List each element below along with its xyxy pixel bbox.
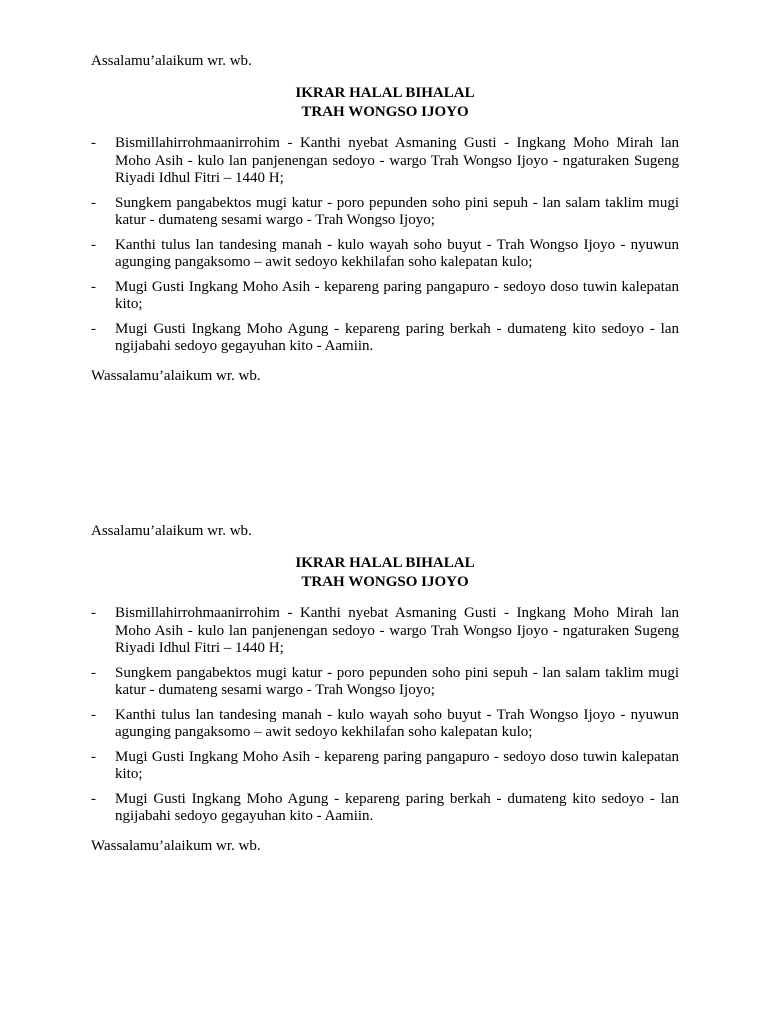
bullet-dash: -: [91, 278, 96, 295]
bullet-dash: -: [91, 748, 96, 765]
list-item-text: Sungkem pangabektos mugi katur - poro pepunden soho pini sepuh - lan salam taklim mugi katur - dumateng sesami wargo - Trah Wongso Ijoyo;: [115, 664, 679, 698]
bullet-dash: -: [91, 194, 96, 211]
list-item: [91, 749, 679, 784]
list-item: [91, 279, 679, 314]
list-item-text: Mugi Gusti Ingkang Moho Asih - kepareng paring pangapuro - sedoyo doso tuwin kalepatan kito;: [115, 748, 679, 782]
list-item-text: Mugi Gusti Ingkang Moho Agung - kepareng paring berkah - dumateng kito sedoyo - lan ngijabahi sedoyo gegayuhan kito - Aamiin.: [115, 790, 679, 824]
title-line-1: IKRAR HALAL BIHALAL: [295, 85, 475, 101]
pledge-block-2: [91, 522, 679, 855]
bullet-dash: -: [91, 236, 96, 253]
list-item: [91, 135, 679, 188]
bullet-dash: -: [91, 135, 96, 151]
list-item-text: Bismillahirrohmaanirrohim - Kanthi nyebat Asmaning Gusti - Ingkang Moho Mirah lan Moho Asih - kulo lan panjenengan sedoyo - wargo Trah Wongso Ijoyo - ngaturaken Sugeng Riyadi Idhul Fitri – 1440 H;: [115, 605, 679, 656]
closing: Wassalamu’alaikum wr. wb.: [91, 367, 261, 384]
title-line-1: IKRAR HALAL BIHALAL: [295, 555, 475, 571]
pledge-list: [91, 135, 679, 356]
bullet-dash: -: [91, 664, 96, 681]
list-item-text: Kanthi tulus lan tandesing manah - kulo wayah soho buyut - Trah Wongso Ijoyo - nyuwun agunging pangaksomo – awit sedoyo kekhilafan soho kalepatan kulo;: [115, 706, 679, 740]
closing: Wassalamu’alaikum wr. wb.: [91, 837, 261, 854]
list-item: [91, 605, 679, 658]
bullet-dash: -: [91, 320, 96, 337]
list-item: [91, 195, 679, 230]
greeting: Assalamu’alaikum wr. wb.: [91, 53, 252, 69]
list-item: [91, 791, 679, 826]
list-item: [91, 707, 679, 742]
title-line-2: TRAH WONGSO IJOYO: [301, 104, 469, 120]
bullet-dash: -: [91, 790, 96, 807]
list-item-text: Bismillahirrohmaanirrohim - Kanthi nyebat Asmaning Gusti - Ingkang Moho Mirah lan Moho Asih - kulo lan panjenengan sedoyo - wargo Trah Wongso Ijoyo - ngaturaken Sugeng Riyadi Idhul Fitri – 1440 H;: [115, 135, 679, 186]
list-item-text: Mugi Gusti Ingkang Moho Agung - kepareng paring berkah - dumateng kito sedoyo - lan ngijabahi sedoyo gegayuhan kito - Aamiin.: [115, 320, 679, 354]
document-title: [91, 554, 679, 592]
bullet-dash: -: [91, 605, 96, 621]
list-item-text: Sungkem pangabektos mugi katur - poro pepunden soho pini sepuh - lan salam taklim mugi katur - dumateng sesami wargo - Trah Wongso Ijoyo;: [115, 194, 679, 228]
document-title: [91, 84, 679, 122]
list-item: [91, 665, 679, 700]
list-item-text: Kanthi tulus lan tandesing manah - kulo wayah soho buyut - Trah Wongso Ijoyo - nyuwun agunging pangaksomo – awit sedoyo kekhilafan soho kalepatan kulo;: [115, 236, 679, 270]
list-item: [91, 237, 679, 272]
list-item-text: Mugi Gusti Ingkang Moho Asih - kepareng paring pangapuro - sedoyo doso tuwin kalepatan kito;: [115, 278, 679, 312]
pledge-block-1: [91, 52, 679, 385]
greeting: Assalamu’alaikum wr. wb.: [91, 523, 252, 539]
pledge-list: [91, 605, 679, 826]
bullet-dash: -: [91, 706, 96, 723]
list-item: [91, 321, 679, 356]
title-line-2: TRAH WONGSO IJOYO: [301, 574, 469, 590]
